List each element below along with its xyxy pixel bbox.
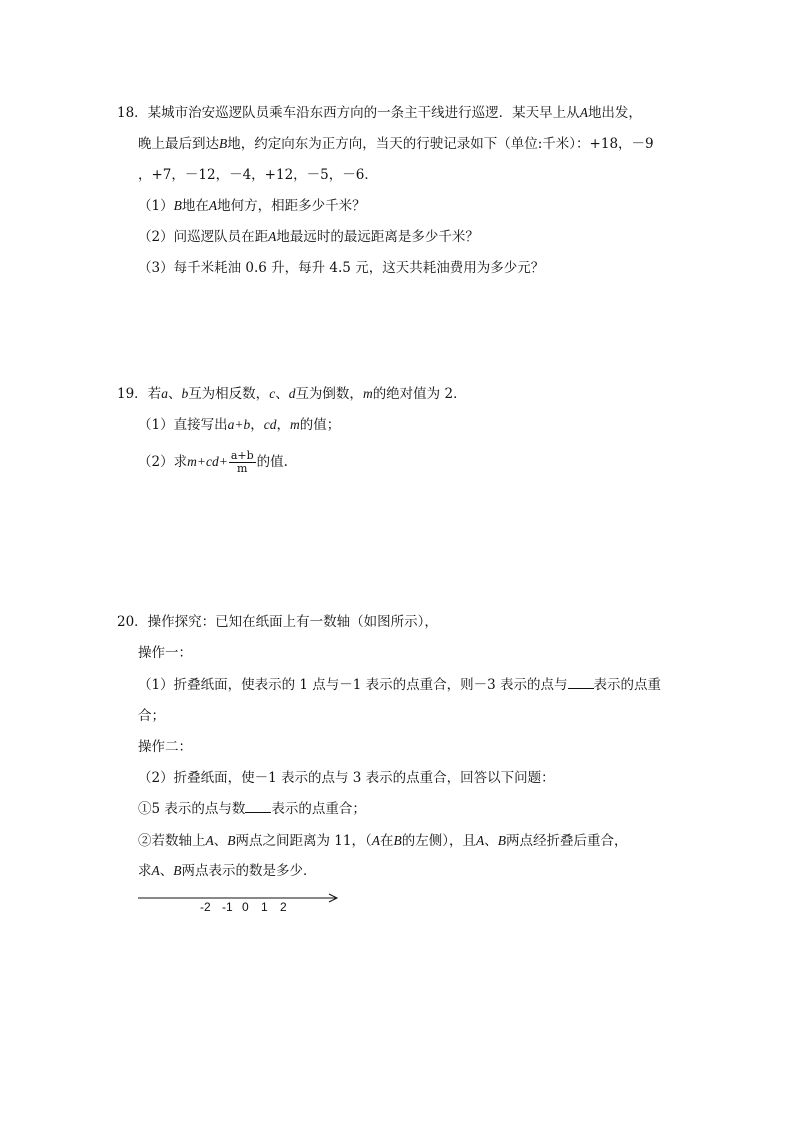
var-A: A (268, 229, 277, 244)
q19-text: 、 (167, 386, 182, 402)
var-A: A (475, 833, 485, 848)
var-B: B (393, 833, 402, 848)
q18-text: 18．某城市治安巡逻队员乘车沿东西方向的一条主干线进行巡逻．某天早上从 (117, 105, 580, 121)
q19-text: 互为相反数， (188, 386, 270, 402)
q20-text: 两点之间距离为 11，（ (235, 833, 372, 849)
tick-label: 2 (280, 900, 287, 914)
q20-part-1 (138, 676, 661, 694)
q19-text: 的值； (299, 417, 341, 433)
q20-sub-2-cont (138, 862, 317, 880)
q18-text: ，+7，－12，－4，+12，－5，－6． (138, 167, 378, 183)
q19-text: 、 (275, 386, 289, 402)
q18-text: 晚上最后到达 (138, 136, 219, 152)
tick-label: -2 (200, 900, 211, 914)
q18-text: 地出发， (587, 105, 642, 121)
q19-text: 的绝对值为 2． (372, 386, 467, 402)
q19-text: 的值. (256, 454, 288, 470)
q20-text: 表示的点重 (593, 677, 662, 693)
var-B: B (173, 198, 182, 213)
q20-sub-2 (138, 832, 627, 850)
q19-part-1 (138, 416, 340, 434)
q20-text: 操作一： (138, 645, 192, 661)
q20-text: 求 (138, 863, 152, 879)
q18-text: 地最远时的最远距离是多少千米？ (276, 229, 479, 245)
fraction-numerator: a+b (230, 449, 254, 462)
q18-text: （3）每千米耗油 0.6 升，每升 4.5 元，这天共耗油费用为多少元？ (138, 260, 545, 276)
var-m: m (362, 386, 373, 401)
fraction (229, 450, 256, 475)
q18-part-3 (138, 259, 544, 277)
var-A: A (205, 833, 214, 848)
var-B: B (497, 833, 506, 848)
q18-text: 地在 (181, 198, 209, 214)
q18-line-1 (117, 104, 642, 122)
q19-part-2 (138, 450, 288, 475)
q19-text: （1）直接写出 (138, 417, 228, 433)
var-m: m (289, 417, 300, 432)
q19-text: ， (276, 417, 290, 433)
q19-text: （2）求 (138, 454, 188, 470)
q20-op1-heading (138, 644, 192, 662)
var-B: B (173, 863, 182, 878)
q20-text: （1）折叠纸面，使表示的 1 点与－1 表示的点重合，则－3 表示的点与 (138, 677, 568, 693)
expr-m-plus-cd: m+cd+ (187, 454, 228, 469)
q20-text: ①5 表示的点与数 (138, 801, 246, 817)
tick-label: 0 (242, 900, 249, 914)
q20-text: 、 (484, 833, 498, 849)
fraction-denominator: m (237, 462, 248, 475)
q18-part-2 (138, 228, 479, 246)
var-A: A (371, 833, 380, 848)
q20-line-1 (117, 613, 438, 631)
var-b: b (181, 386, 189, 401)
tick-label: 1 (261, 900, 268, 914)
var-A: A (579, 105, 588, 120)
expr-a-plus-b: a+b (227, 417, 251, 432)
tick-label: -1 (222, 900, 233, 914)
q20-op2-heading (138, 738, 192, 756)
q20-text: 20．操作探究：已知在纸面上有一数轴（如图所示）， (117, 614, 438, 630)
q18-text: （2）问巡逻队员在距 (138, 229, 269, 245)
q18-text: 地，约定向东为正方向，当天的行驶记录如下（单位:千米）：+18，－9 (227, 136, 654, 152)
q19-text: ， (250, 417, 264, 433)
q20-text: （2）折叠纸面，使－1 表示的点与 3 表示的点重合，回答以下问题： (138, 770, 555, 786)
q20-text: 在 (379, 833, 394, 849)
q19-line-1 (117, 385, 467, 403)
answer-blank (568, 676, 594, 689)
q20-text: ②若数轴上 (138, 833, 206, 849)
var-A: A (208, 198, 218, 213)
q20-text: 表示的点重合； (271, 801, 366, 817)
var-B: B (219, 136, 228, 151)
var-a: a (161, 386, 168, 401)
q20-text: 、 (213, 833, 228, 849)
q18-part-1 (138, 197, 366, 215)
q20-text: 的左侧），且 (401, 833, 476, 849)
q20-text: 两点经折叠后重合， (505, 833, 628, 849)
q18-text: （1） (138, 198, 174, 214)
q20-text: 两点表示的数是多少． (181, 863, 317, 879)
q18-line-2 (138, 135, 654, 153)
q20-text: 合； (138, 708, 165, 724)
answer-blank (245, 800, 271, 813)
q20-text: 、 (159, 863, 174, 879)
q18-line-3 (138, 166, 378, 184)
var-d: d (288, 386, 296, 401)
q20-sub-1 (138, 800, 366, 818)
number-line-axis (138, 892, 343, 904)
q19-text: 互为倒数， (295, 386, 363, 402)
number-line-figure (138, 890, 343, 922)
q20-text: 操作二： (138, 739, 192, 755)
expr-cd: cd (263, 417, 277, 432)
var-B: B (227, 833, 236, 848)
q18-text: 地何方，相距多少千米？ (217, 198, 366, 214)
q20-part-1-cont (138, 707, 165, 725)
var-A: A (151, 863, 160, 878)
var-c: c (269, 386, 276, 401)
q20-part-2 (138, 769, 555, 787)
q19-text: 19．若 (117, 386, 162, 402)
